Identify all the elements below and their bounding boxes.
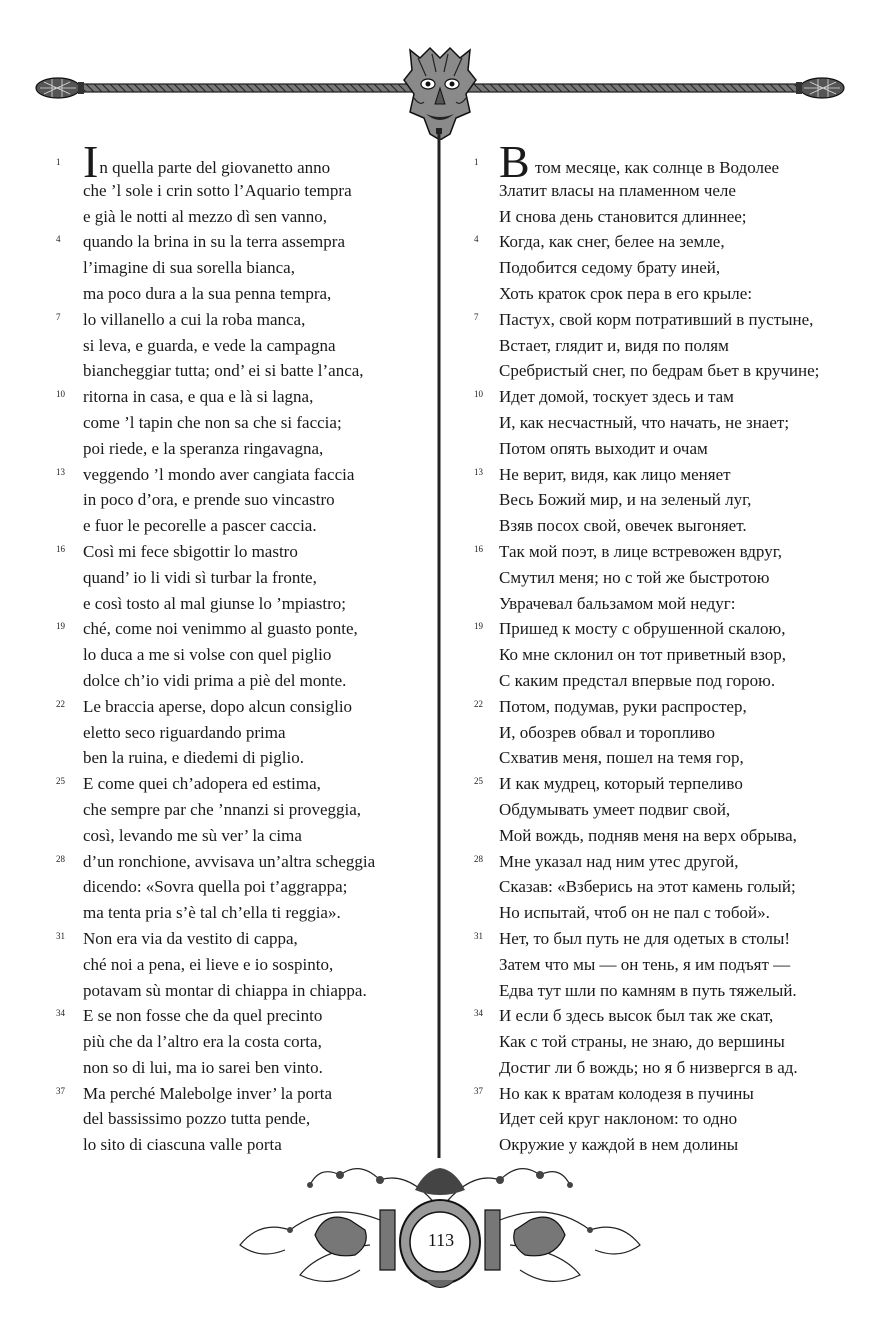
verse-line: Сребристый снег, по бедрам бьет в кручине; [499, 361, 820, 381]
verse-line: Златит власы на пламенном челе [499, 180, 736, 200]
verse-line: che sempre par che ’nnanzi si proveggia, [83, 799, 362, 819]
tercet [56, 462, 426, 539]
verse-line: ché noi a pena, ei lieve e io sospinto, [83, 954, 334, 974]
verse-line: Весь Божий мир, и на зеленый луг, [499, 490, 752, 510]
verse-line: biancheggiar tutta; ond’ ei si batte l’anca, [83, 361, 364, 381]
verse-line: И, как несчастный, что начать, не знает; [499, 412, 790, 432]
verse-number: 16 [56, 543, 65, 554]
verse-number: 4 [474, 234, 479, 245]
tercet [56, 229, 426, 306]
verse-line [56, 136, 426, 187]
tercet [56, 384, 426, 461]
verse-line: E se non fosse che da quel precinto [83, 1006, 323, 1026]
verse-line: Но как к вратам колодезя в пучины [499, 1083, 754, 1103]
verse-line: Хоть краток срок пера в его крыле: [499, 283, 753, 303]
verse-line: Уврачевал бальзамом мой недуг: [499, 593, 736, 613]
verse-line: Окружие у каждой в нем долины [499, 1135, 739, 1155]
verse-line: Ma perché Malebolge inver’ la porta [83, 1083, 333, 1103]
verse-number: 25 [56, 776, 65, 787]
verse-line: ritorna in casa, e qua e là si lagna, [83, 387, 314, 407]
verse-line: ma tenta pria s’è tal ch’ella ti reggia». [83, 903, 341, 923]
verse-number: 22 [474, 698, 483, 709]
verse-number: 37 [474, 1085, 483, 1096]
verse-line: quand’ io li vidi sì turbar la fronte, [83, 567, 317, 587]
verse-number: 1 [56, 157, 61, 167]
verse-line: E come quei ch’adopera ed estima, [83, 774, 321, 794]
verse-line: Достиг ли б вождь; но я б низвергся в ад. [499, 1057, 798, 1077]
center-divider-rod [436, 128, 442, 1158]
verse-number: 1 [474, 157, 479, 167]
drop-cap: В [499, 136, 530, 187]
tercet [474, 539, 854, 616]
verse-line: Così mi fece sbigottir lo mastro [83, 541, 298, 561]
verse-line: Так мой поэт, в лице встревожен вдруг, [499, 541, 783, 561]
tercet [56, 616, 426, 693]
verse-line: Встает, глядит и, видя по полям [499, 335, 729, 355]
tercet [474, 1003, 854, 1080]
verse-line [474, 136, 854, 187]
verse-line: che ’l sole i crin sotto l’Aquario tempra [83, 180, 352, 200]
russian-text-column [474, 136, 854, 1158]
verse-line: l’imagine di sua sorella bianca, [83, 258, 295, 278]
verse-line: И если б здесь высок был так же скат, [499, 1006, 774, 1026]
verse-line: ché, come noi venimmo al guasto ponte, [83, 619, 358, 639]
verse-number: 31 [56, 930, 65, 941]
verse-line: Едва тут шли по камням в путь тяжелый. [499, 980, 797, 1000]
verse-line: Мой вождь, подняв меня на верх обрыва, [499, 825, 797, 845]
verse-line: dicendo: «Sovra quella poi t’aggrappa; [83, 877, 348, 897]
tercet [474, 849, 854, 926]
verse-line: С каким предстал впервые под горою. [499, 670, 776, 690]
verse-line: come ’l tapin che non sa che si faccia; [83, 412, 342, 432]
verse-number: 25 [474, 776, 483, 787]
verse-line: in poco d’ora, e prende suo vincastro [83, 490, 335, 510]
page-number: 113 [427, 1230, 455, 1250]
verse-line: potavam sù montar di chiappa in chiappa. [83, 980, 367, 1000]
verse-number: 10 [474, 389, 483, 400]
verse-number: 7 [56, 311, 61, 322]
verse-line: Идет сей круг наклоном: то одно [499, 1109, 738, 1129]
verse-number: 7 [474, 311, 479, 322]
verse-line: Пришед к мосту с обрушенной скалою, [499, 619, 786, 639]
verse-number: 13 [474, 466, 483, 477]
tercet [474, 307, 854, 384]
verse-line: Обдумывать умеет подвиг свой, [499, 799, 731, 819]
verse-line: e già le notti al mezzo dì sen vanno, [83, 206, 328, 226]
tercet [474, 771, 854, 848]
verse-line: Нет, то был путь не для одетых в столы! [499, 928, 791, 948]
tercet [56, 694, 426, 771]
verse-line: Non era via da vestito di cappa, [83, 928, 298, 948]
tercet [474, 384, 854, 461]
verse-line: Сказав: «Взберись на этот камень голый; [499, 877, 796, 897]
verse-line: Подобится седому брату иней, [499, 258, 721, 278]
verse-line-text: том месяце, как солнце в Водолее [530, 158, 780, 177]
verse-line: И снова день становится длиннее; [499, 206, 747, 226]
tercet [474, 616, 854, 693]
tercet [56, 849, 426, 926]
tercet [474, 462, 854, 539]
verse-line: Ко мне склонил он тот приветный взор, [499, 645, 786, 665]
tercet [56, 539, 426, 616]
verse-line: non so di lui, ma io sarei ben vinto. [83, 1057, 323, 1077]
italian-text-column [56, 136, 426, 1158]
verse-line: dolce ch’io vidi prima a piè del monte. [83, 670, 347, 690]
verse-number: 19 [56, 621, 65, 632]
verse-line: e così tosto al mal giunse lo ’mpiastro; [83, 593, 346, 613]
verse-line: d’un ronchione, avvisava un’altra scheggia [83, 851, 376, 871]
verse-line: ma poco dura a la sua penna tempra, [83, 283, 332, 303]
verse-number: 10 [56, 389, 65, 400]
verse-line: Как с той страны, не знаю, до вершины [499, 1032, 785, 1052]
tercet [56, 926, 426, 1003]
verse-number: 13 [56, 466, 65, 477]
verse-line: del bassissimo pozzo tutta pende, [83, 1109, 311, 1129]
verse-line: Потом, подумав, руки распростер, [499, 696, 747, 716]
verse-line: Когда, как снег, белее на земле, [499, 232, 725, 252]
tercet [474, 136, 854, 229]
verse-line: Потом опять выходит и очам [499, 438, 708, 458]
tercet [56, 1081, 426, 1158]
verse-line: И, обозрев обвал и торопливо [499, 722, 715, 742]
verse-line: lo sito di ciascuna valle porta [83, 1135, 282, 1155]
verse-line: lo duca a me si volse con quel piglio [83, 645, 332, 665]
verse-number: 19 [474, 621, 483, 632]
verse-line: e fuor le pecorelle a pascer caccia. [83, 516, 317, 536]
verse-line: poi riede, e la speranza ringavagna, [83, 438, 324, 458]
drop-cap: I [83, 136, 99, 187]
verse-number: 31 [474, 930, 483, 941]
verse-line-text: n quella parte del giovanetto anno [99, 158, 331, 177]
verse-line: veggendo ’l mondo aver cangiata faccia [83, 464, 355, 484]
tercet [56, 1003, 426, 1080]
verse-line: quando la brina in su la terra assempra [83, 232, 345, 252]
verse-line: Не верит, видя, как лицо меняет [499, 464, 731, 484]
verse-line: eletto seco riguardando prima [83, 722, 286, 742]
verse-line: Схватив меня, пошел на темя гор, [499, 748, 744, 768]
tercet [474, 1081, 854, 1158]
verse-line: Le braccia aperse, dopo alcun consiglio [83, 696, 353, 716]
top-ornament-mask-bar-icon [30, 40, 850, 140]
verse-number: 22 [56, 698, 65, 709]
verse-line: И как мудрец, который терпеливо [499, 774, 743, 794]
verse-line: così, levando me sù ver’ la cima [83, 825, 302, 845]
verse-number: 16 [474, 543, 483, 554]
verse-line: Пастух, свой корм потративший в пустыне, [499, 309, 814, 329]
verse-line: Смутил меня; но с той же быстротою [499, 567, 770, 587]
verse-line: Мне указал над ним утес другой, [499, 851, 739, 871]
tercet [474, 229, 854, 306]
verse-line: Идет домой, тоскует здесь и там [499, 387, 734, 407]
tercet [56, 771, 426, 848]
verse-number: 34 [56, 1008, 65, 1019]
verse-number: 28 [56, 853, 65, 864]
verse-line: si leva, e guarda, e vede la campagna [83, 335, 336, 355]
verse-line: Но испытай, чтоб он не пал с тобой». [499, 903, 770, 923]
verse-line: ben la ruina, e diedemi di piglio. [83, 748, 304, 768]
tercet [56, 136, 426, 229]
verse-number: 28 [474, 853, 483, 864]
verse-line: Затем что мы — он тень, я им подъят — [499, 954, 791, 974]
verse-number: 34 [474, 1008, 483, 1019]
tercet [474, 926, 854, 1003]
verse-line: lo villanello a cui la roba manca, [83, 309, 306, 329]
verse-number: 37 [56, 1085, 65, 1096]
tercet [474, 694, 854, 771]
tercet [56, 307, 426, 384]
verse-line: più che da l’altro era la costa corta, [83, 1032, 322, 1052]
verse-line: Взяв посох свой, овечек выгоняет. [499, 516, 747, 536]
verse-number: 4 [56, 234, 61, 245]
